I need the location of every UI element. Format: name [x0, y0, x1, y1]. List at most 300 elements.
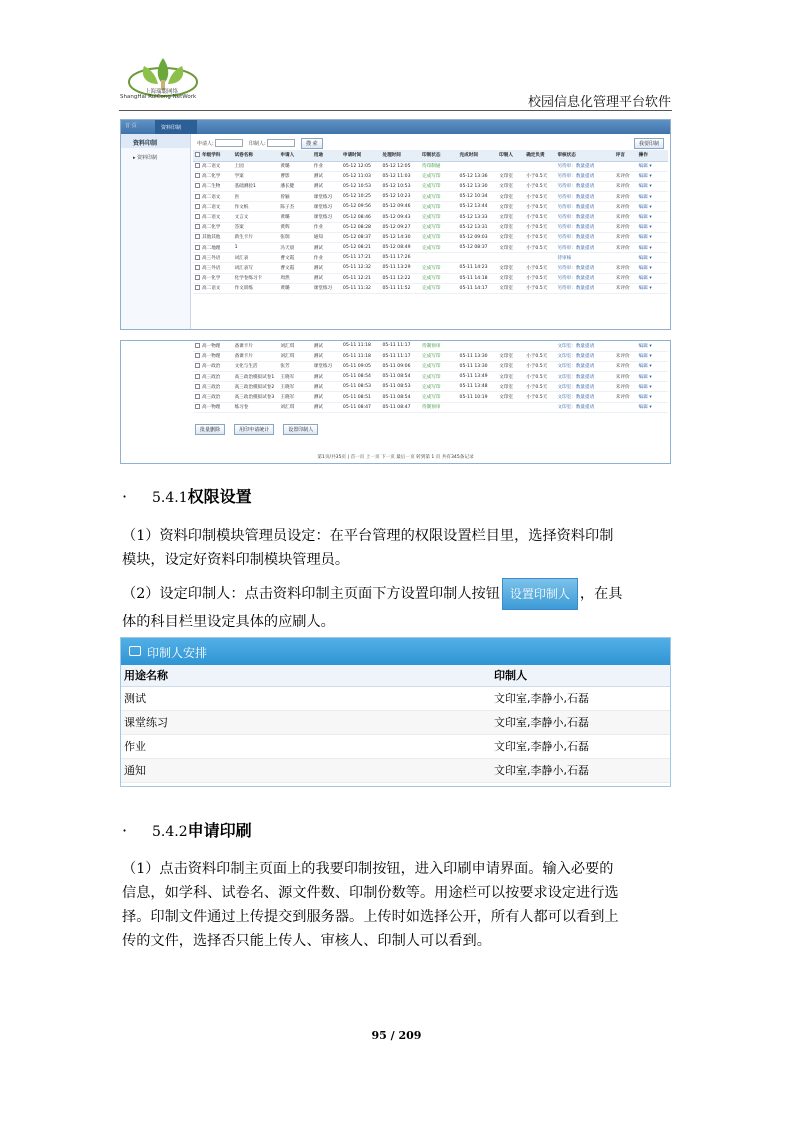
cell-text: 曹文霞	[280, 265, 295, 271]
table-cell	[341, 161, 381, 171]
table-cell	[233, 161, 279, 171]
cell-text: 小于0.5天	[526, 395, 548, 401]
table-row[interactable]	[193, 232, 668, 242]
table-cell	[312, 372, 341, 382]
table-cell	[278, 351, 311, 361]
cell-text: 05-11 11:52	[382, 285, 411, 291]
paragraph-admin-setup	[122, 524, 674, 572]
cell-text: 作文训练	[234, 286, 253, 292]
table-cell	[614, 372, 637, 382]
cell-text: 完成写印	[422, 374, 441, 380]
edit-link[interactable]: 编辑	[638, 225, 648, 231]
row-checkbox[interactable]	[195, 394, 200, 399]
row-checkbox[interactable]	[195, 194, 200, 199]
edit-link[interactable]: 编辑	[638, 204, 648, 210]
chevron-down-icon[interactable]: ▾	[647, 245, 652, 251]
chevron-down-icon[interactable]: ▾	[647, 395, 652, 401]
row-checkbox[interactable]	[195, 173, 200, 178]
row-checkbox[interactable]	[195, 214, 200, 219]
printer-names[interactable]: 文印室,李静小,石磊	[491, 758, 670, 782]
table-cell	[233, 402, 279, 412]
cell-text: 冯天晨	[280, 245, 295, 251]
cell-text: 文印室	[499, 245, 513, 251]
pagination[interactable]: 第1页/共35页 | 首一页 上一页 下一页 最后一页 转到第 1 页 共有345条记录	[317, 455, 474, 460]
cell-text: 高二语文	[202, 215, 221, 221]
table-cell[interactable]	[637, 192, 668, 202]
chevron-down-icon[interactable]: ▾	[647, 164, 652, 170]
table-cell	[312, 273, 341, 283]
cell-text: 未评价	[615, 245, 630, 251]
chevron-down-icon[interactable]: ▾	[647, 276, 652, 282]
cell-text: 高二化学	[202, 225, 221, 231]
table-cell	[193, 222, 233, 232]
table-cell	[278, 171, 311, 181]
table-cell	[233, 273, 279, 283]
table-cell[interactable]	[637, 361, 668, 371]
table-cell	[380, 243, 420, 253]
table-cell	[341, 243, 381, 253]
table-row[interactable]	[193, 273, 668, 283]
table-cell	[497, 192, 524, 202]
edit-link[interactable]: 编辑	[638, 384, 648, 390]
cell-text: 化学卷练习卡	[234, 276, 263, 282]
cell-text: 高三外语	[202, 255, 221, 261]
printer-row[interactable]	[121, 710, 670, 734]
edit-link[interactable]: 编辑	[638, 194, 648, 200]
table-cell	[497, 253, 524, 263]
cell-text: 文印室：数量提请	[557, 374, 595, 380]
table-cell	[497, 341, 524, 351]
chevron-down-icon[interactable]: ▾	[647, 174, 652, 180]
table-cell	[312, 232, 341, 242]
table-cell	[555, 243, 613, 253]
column-header	[341, 150, 381, 161]
cell-text: 高二地理	[202, 245, 221, 251]
edit-link[interactable]: 编辑	[638, 245, 648, 251]
sidebar-item-label: 资料印制	[137, 155, 158, 161]
cell-text: 另待审：数量提请	[557, 235, 595, 241]
edit-link[interactable]: 编辑	[638, 215, 648, 221]
edit-link[interactable]: 编辑	[638, 354, 648, 360]
table-row[interactable]	[193, 283, 668, 293]
table-cell	[341, 402, 381, 412]
table-cell	[233, 392, 279, 402]
printer-names[interactable]: 文印室,李静小,石磊	[491, 734, 670, 758]
section-title: 权限设置	[187, 487, 252, 506]
cell-text: 未评价	[615, 395, 630, 401]
cell-text: 文言文	[234, 215, 249, 221]
column-header	[233, 150, 279, 161]
table-cell	[420, 181, 458, 191]
edit-link[interactable]: 编辑	[638, 374, 648, 380]
table-cell	[341, 222, 381, 232]
chevron-down-icon[interactable]: ▾	[647, 184, 652, 190]
table-cell	[614, 263, 637, 273]
table-cell[interactable]	[637, 202, 668, 212]
text-segment: ，在具	[579, 586, 623, 602]
table-cell	[524, 402, 555, 412]
table-row[interactable]	[193, 202, 668, 212]
chevron-down-icon[interactable]: ▾	[647, 343, 652, 349]
table-cell	[555, 222, 613, 232]
edit-link[interactable]: 编辑	[638, 164, 648, 170]
row-checkbox[interactable]	[195, 255, 200, 260]
table-cell	[555, 361, 613, 371]
text-line: （1）点击资料印制主页面上的我要印制按钮，进入印刷申请界面。输入必要的	[122, 861, 614, 877]
edit-link[interactable]: 编辑	[638, 343, 648, 349]
printer-names[interactable]: 文印室,李静小,石磊	[491, 710, 670, 734]
cell-text: 另待审：数量提请	[557, 164, 595, 170]
table-cell	[614, 181, 637, 191]
cell-text: 课堂练习	[313, 204, 333, 210]
table-row[interactable]	[193, 192, 668, 202]
table-cell	[312, 171, 341, 181]
cell-text: 完成写印	[422, 215, 441, 221]
table-row[interactable]	[193, 171, 668, 181]
table-cell	[341, 273, 381, 283]
cell-text: 测试	[313, 354, 323, 360]
row-checkbox[interactable]	[195, 183, 200, 188]
table-cell	[497, 161, 524, 171]
table-cell[interactable]	[637, 171, 668, 181]
cell-text: 文印室：数量提请	[557, 395, 595, 401]
cell-text: 文印室	[499, 194, 513, 200]
table-cell	[341, 283, 381, 293]
table-cell	[614, 341, 637, 351]
chevron-down-icon[interactable]: ▾	[647, 384, 652, 390]
cell-text: 基础测验1	[234, 184, 256, 190]
table-row[interactable]	[193, 351, 668, 361]
table-cell[interactable]	[637, 382, 668, 392]
table-cell[interactable]	[637, 351, 668, 361]
printer-arrangement-panel	[120, 637, 671, 787]
table-cell	[555, 192, 613, 202]
edit-link[interactable]: 编辑	[638, 395, 648, 401]
table-cell	[524, 212, 555, 222]
table-cell	[555, 351, 613, 361]
column-header-label: 申请人	[280, 153, 295, 159]
table-cell	[278, 341, 311, 351]
table-cell	[420, 361, 458, 371]
text-segment: （2）设定印制人：点击资料印制主页面下方设置印制人按钮	[122, 586, 500, 602]
table-cell	[278, 402, 311, 412]
table-cell	[233, 253, 279, 263]
row-checkbox[interactable]	[195, 265, 200, 270]
cell-text: 高二语文	[202, 286, 221, 292]
text-line	[122, 578, 674, 610]
table-cell	[193, 402, 233, 412]
table-row[interactable]	[193, 181, 668, 191]
table-cell	[458, 402, 498, 412]
table-cell	[193, 202, 233, 212]
table-cell	[420, 372, 458, 382]
table-cell	[420, 212, 458, 222]
applicant-label: 申请人:	[197, 141, 214, 147]
set-printer-button[interactable]: 设置印制人	[283, 424, 318, 435]
bulk-delete-button[interactable]: 批量删除	[195, 424, 225, 435]
edit-link[interactable]: 编辑	[638, 286, 648, 292]
table-cell	[278, 243, 311, 253]
table-cell[interactable]	[637, 402, 668, 412]
table-cell	[420, 161, 458, 171]
table-cell	[614, 192, 637, 202]
cell-text: 小于0.5天	[526, 235, 548, 241]
table-cell	[420, 392, 458, 402]
cell-text: 05-12 14:30	[382, 234, 411, 240]
table-cell[interactable]	[637, 253, 668, 263]
table-cell	[524, 263, 555, 273]
cell-text: 周然	[280, 276, 290, 282]
table-cell	[380, 253, 420, 263]
edit-link[interactable]: 编辑	[638, 235, 648, 241]
applicant-input[interactable]	[215, 139, 243, 147]
edit-link[interactable]: 编辑	[638, 184, 648, 190]
table-row[interactable]	[193, 263, 668, 273]
table-cell[interactable]	[637, 341, 668, 351]
printer-row[interactable]	[121, 758, 670, 782]
table-cell	[380, 382, 420, 392]
usage-stats-button[interactable]: 用印申请统计	[234, 424, 274, 435]
chevron-down-icon[interactable]: ▾	[647, 354, 652, 360]
chevron-down-icon[interactable]: ▾	[647, 265, 652, 271]
table-cell	[497, 402, 524, 412]
cell-text: 答案	[234, 225, 244, 231]
chevron-down-icon[interactable]: ▾	[647, 194, 652, 200]
printer-names[interactable]: 文印室,李静小,石磊	[491, 686, 670, 710]
chevron-down-icon[interactable]: ▾	[647, 374, 652, 380]
printer-input[interactable]	[267, 139, 295, 147]
cell-text: 05-11 17:21	[342, 255, 371, 261]
cell-text: 05-12 12:05	[382, 163, 411, 169]
chevron-down-icon[interactable]: ▾	[647, 215, 652, 221]
tab-home[interactable]: 首 页	[125, 123, 137, 129]
table-cell	[555, 212, 613, 222]
chevron-down-icon[interactable]: ▾	[647, 364, 652, 370]
cell-text: 另待审：数量提请	[557, 194, 595, 200]
table-cell	[312, 243, 341, 253]
table-cell	[614, 253, 637, 263]
table-cell	[497, 392, 524, 402]
table-row[interactable]	[193, 161, 668, 171]
cell-text: 05-12 13:33	[459, 214, 488, 220]
table-cell	[524, 161, 555, 171]
column-header	[193, 150, 233, 161]
section-heading-542	[122, 818, 252, 841]
table-row[interactable]	[193, 382, 668, 392]
cell-text: 05-12 08:37	[342, 234, 371, 240]
table-cell	[420, 351, 458, 361]
table-cell	[380, 392, 420, 402]
table-cell	[458, 372, 498, 382]
table-cell	[312, 202, 341, 212]
table-cell	[497, 171, 524, 181]
cell-text: 作业	[313, 255, 323, 261]
table-cell	[524, 273, 555, 283]
bullet: ·	[122, 487, 128, 506]
table-cell	[380, 372, 420, 382]
table-cell	[193, 161, 233, 171]
cell-text: 完成写印	[422, 354, 441, 360]
table-cell	[193, 181, 233, 191]
table-cell	[555, 382, 613, 392]
column-header	[458, 150, 498, 161]
table-cell	[420, 263, 458, 273]
row-checkbox[interactable]	[195, 353, 200, 358]
printer-row[interactable]	[121, 734, 670, 758]
edit-link[interactable]: 编辑	[638, 174, 648, 180]
row-checkbox[interactable]	[195, 384, 200, 389]
text-line: 择。印制文件通过上传提交到服务器。上传时如选择公开，所有人都可以看到上	[122, 909, 619, 925]
table-row[interactable]	[193, 402, 668, 412]
edit-link[interactable]: 编辑	[638, 276, 648, 282]
cell-text: 通知	[313, 235, 323, 241]
row-checkbox[interactable]	[195, 374, 200, 379]
table-cell	[420, 243, 458, 253]
row-checkbox[interactable]	[195, 363, 200, 368]
table-cell	[420, 222, 458, 232]
column-header-label: 年级学科	[202, 153, 221, 159]
edit-link[interactable]: 编辑	[638, 364, 648, 370]
cell-text: 05-12 08:21	[342, 245, 371, 251]
cell-text: 05-11 08:54	[382, 374, 411, 380]
chevron-down-icon[interactable]: ▾	[647, 235, 652, 241]
cell-text: 05-11 13:30	[459, 363, 488, 369]
sidebar-item-print[interactable]: ▸ 资料印制	[133, 155, 158, 161]
table-row[interactable]	[193, 222, 668, 232]
table-cell	[497, 382, 524, 392]
column-header-label: 申请时间	[342, 153, 362, 159]
table-row[interactable]	[193, 212, 668, 222]
row-checkbox[interactable]	[195, 234, 200, 239]
section-title: 申请印刷	[187, 821, 252, 840]
cell-text: 文化与生活	[234, 364, 258, 370]
row-checkbox[interactable]	[195, 163, 200, 168]
chevron-down-icon[interactable]: ▾	[647, 204, 652, 210]
cell-text: 05-11 08:53	[342, 384, 371, 390]
cell-text: 05-11 09:06	[382, 363, 411, 369]
table-row[interactable]	[193, 341, 668, 351]
table-row[interactable]	[193, 243, 668, 253]
table-cell	[497, 202, 524, 212]
cell-text: 05-11 08:47	[382, 404, 411, 410]
table-cell[interactable]	[637, 372, 668, 382]
table-cell[interactable]	[637, 243, 668, 253]
table-cell[interactable]	[637, 392, 668, 402]
row-checkbox[interactable]	[195, 204, 200, 209]
cell-text: 05-11 11:32	[342, 285, 371, 291]
cell-text: 完成写印	[422, 286, 441, 292]
cell-text: 医	[234, 194, 240, 200]
chevron-down-icon[interactable]: ▾	[647, 255, 652, 261]
row-checkbox[interactable]	[195, 224, 200, 229]
table-cell	[614, 222, 637, 232]
table-cell[interactable]	[637, 232, 668, 242]
table-cell	[555, 372, 613, 382]
table-cell	[312, 392, 341, 402]
table-cell	[341, 192, 381, 202]
row-checkbox[interactable]	[195, 275, 200, 280]
chevron-down-icon[interactable]: ▾	[647, 286, 652, 292]
chevron-down-icon[interactable]: ▾	[647, 225, 652, 231]
row-checkbox[interactable]	[195, 285, 200, 290]
usage-name: 通知	[121, 758, 491, 782]
table-cell	[193, 372, 233, 382]
tab-print-materials[interactable]: 资料印制	[155, 120, 197, 134]
column-header	[614, 150, 637, 161]
table-cell	[614, 212, 637, 222]
table-cell	[524, 392, 555, 402]
cell-text: 05-11 12:21	[342, 275, 371, 281]
cell-text: 高一政治	[202, 364, 221, 370]
cell-text: 05-12 13:31	[459, 224, 488, 230]
table-row[interactable]	[193, 372, 668, 382]
table-cell[interactable]	[637, 283, 668, 293]
column-header-label: 印制人	[499, 153, 513, 159]
cell-text: 05-12 09:46	[382, 204, 411, 210]
table-cell	[458, 243, 498, 253]
table-cell	[380, 402, 420, 412]
table-cell	[380, 222, 420, 232]
column-header-label: 处理时间	[382, 153, 401, 159]
table-cell[interactable]	[637, 263, 668, 273]
cell-text: 学案	[234, 174, 244, 180]
table-cell[interactable]	[637, 181, 668, 191]
printer-row[interactable]	[121, 686, 670, 710]
select-all-checkbox[interactable]	[195, 152, 200, 157]
cell-text: 高三外语	[202, 265, 221, 271]
table-cell	[312, 402, 341, 412]
edit-link[interactable]: 编辑	[638, 265, 648, 271]
table-cell	[614, 402, 637, 412]
table-row[interactable]	[193, 392, 668, 402]
bulk-action-row	[193, 413, 668, 435]
table-cell[interactable]	[637, 222, 668, 232]
table-cell	[524, 192, 555, 202]
table-cell[interactable]	[637, 273, 668, 283]
table-cell	[458, 341, 498, 351]
cell-text: 刘汇琪	[280, 354, 295, 360]
table-cell	[458, 253, 498, 263]
table-cell	[233, 243, 279, 253]
search-button[interactable]: 搜 索	[301, 138, 323, 149]
row-checkbox[interactable]	[195, 404, 200, 409]
cell-text: 小于0.5天	[526, 174, 548, 180]
table-cell[interactable]	[637, 161, 668, 171]
request-print-button[interactable]: 我要印制	[634, 138, 664, 149]
table-cell	[614, 202, 637, 212]
table-row[interactable]	[193, 361, 668, 371]
table-cell[interactable]	[637, 212, 668, 222]
table-row[interactable]	[193, 253, 668, 263]
cell-text: 05-11 09:05	[342, 363, 371, 369]
table-cell	[380, 273, 420, 283]
cell-text: 05-11 08:54	[342, 374, 371, 380]
edit-link[interactable]: 编辑	[638, 405, 648, 411]
chevron-down-icon[interactable]: ▾	[647, 405, 652, 411]
cell-text: 05-12 11:03	[382, 173, 411, 179]
table-cell	[420, 192, 458, 202]
row-checkbox[interactable]	[195, 343, 200, 348]
edit-link[interactable]: 编辑	[638, 255, 648, 261]
cell-text: 曹文霞	[280, 255, 295, 261]
cell-text: 高二语文	[202, 194, 221, 200]
cell-text: 05-11 13:29	[382, 265, 411, 271]
cell-text: 未评价	[615, 374, 630, 380]
cell-text: 词汇表写	[234, 265, 253, 271]
cell-text: 05-12 11:03	[342, 173, 371, 179]
cell-text: 小于0.5天	[526, 225, 548, 231]
row-checkbox[interactable]	[195, 245, 200, 250]
